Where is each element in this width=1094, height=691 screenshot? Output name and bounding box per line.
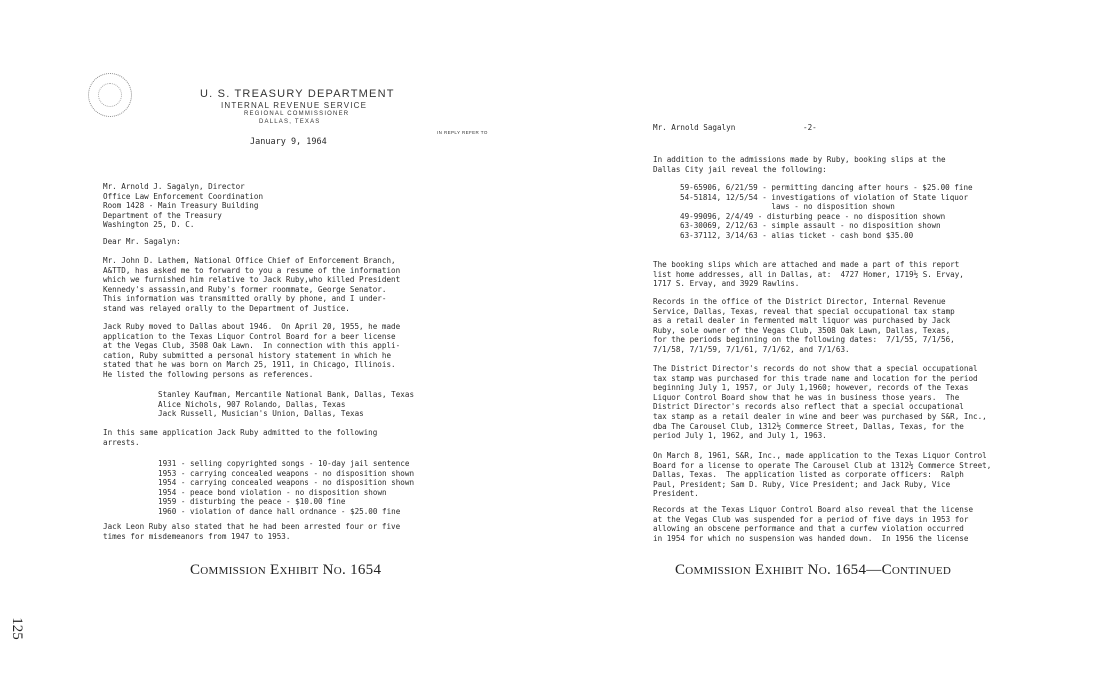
booking-list [680, 183, 973, 241]
right-paragraph-4: The District Director's records do not show that a special occupational tax stamp was purchased for this trade name and location for the period beginning July 1, 1957, or July 1,1960; however, records of the Texas Liquor Control Board show that he was in business those years. The District Director's records also reflect that a special occupational tax stamp as a retail dealer in wine and beer was purchased by S&R, Inc., dba The Carousel Club, 1312½ Commerce Street, Dallas, Texas, for the period July 1, 1962, and July 1, 1963. [653, 364, 987, 441]
right-header-page: -2- [803, 123, 817, 132]
booking-item: laws - no disposition shown [680, 202, 895, 212]
address-line: Department of the Treasury [103, 210, 222, 220]
booking-item: 63-30069, 2/12/63 - simple assault - no disposition shown [680, 221, 941, 231]
booking-item: 49-99096, 2/4/49 - disturbing peace - no disposition shown [680, 211, 946, 221]
right-paragraph-1: In addition to the admissions made by Ruby, booking slips at the Dallas City jail reveal the following: [653, 155, 946, 174]
arrest-item: 1960 - violation of dance hall ordnance - $25.00 fine [158, 506, 401, 516]
arrest-item: 1959 - disturbing the peace - $10.00 fine [158, 497, 346, 507]
left-paragraph-2: Jack Ruby moved to Dallas about 1946. On April 20, 1955, he made application to the Texas Liquor Control Board for a beer license at the Vegas Club, 3508 Oak Lawn. In connection with this appli- cation, Ruby submitted a personal history statement in which he stated that he was born on March 25, 1911, in Chicago, Illinois. He listed the following persons as references. [103, 322, 401, 379]
booking-item: 54-51814, 12/5/54 - investigations of violation of State liquor [680, 192, 969, 202]
letterhead-agency: U. S. TREASURY DEPARTMENT [200, 88, 395, 100]
address-line: Office Law Enforcement Coordination [103, 191, 264, 201]
reference-item: Alice Nichols, 907 Rolando, Dallas, Texas [158, 399, 346, 409]
reply-note: IN REPLY REFER TO [437, 130, 488, 135]
address-line: Mr. Arnold J. Sagalyn, Director [103, 182, 245, 191]
address-block [103, 182, 263, 230]
reference-item: Stanley Kaufman, Mercantile National Bank, Dallas, Texas [158, 390, 415, 399]
arrest-item: 1954 - peace bond violation - no disposition shown [158, 487, 387, 497]
letter-date: January 9, 1964 [250, 137, 327, 147]
right-paragraph-3: Records in the office of the District Director, Internal Revenue Service, Dallas, Texas, reveal that special occupational tax stamp as a retail dealer in fermented malt liquor was purchased by Jack Ruby, sole owner of the Vegas Club, 3508 Oak Lawn, Dallas, Texas, for the periods beginning on the following dates: 7/1/55, 7/1/56, 7/1/58, 7/1/59, 7/1/61, 7/1/62, and 7/1/63. [653, 297, 955, 354]
page-number: 125 [8, 617, 25, 640]
left-paragraph-1: Mr. John D. Lathem, National Office Chief of Enforcement Branch, A&TTD, has asked me to forward to you a resume of the information which we furnished him relative to Jack Ruby,who killed President Kennedy's assassin,and Ruby's former roommate, George Senator. This information was transmitted orally by phone, and I under- stand was relayed orally to the Department of Justice. [103, 256, 401, 313]
right-paragraph-6: Records at the Texas Liquor Control Board also reveal that the license at the Vegas Club was suspended for a period of five days in 1953 for allowing an obscene performance and that a curfew violation occurred in 1954 for which no suspension was handed down. In 1956 the license [653, 505, 974, 543]
treasury-seal-icon [88, 73, 132, 117]
booking-item: 59-65906, 6/21/59 - permitting dancing after hours - $25.00 fine [680, 183, 973, 192]
letterhead-city: DALLAS, TEXAS [259, 119, 321, 125]
address-line: Room 1428 - Main Treasury Building [103, 201, 259, 211]
booking-item: 63-37112, 3/14/63 - alias ticket - cash bond $35.00 [680, 230, 914, 240]
address-line: Washington 25, D. C. [103, 220, 195, 230]
letterhead-service: INTERNAL REVENUE SERVICE [221, 101, 368, 110]
salutation: Dear Mr. Sagalyn: [103, 237, 181, 246]
arrests-list [158, 459, 414, 517]
left-caption: Commission Exhibit No. 1654 [190, 562, 382, 578]
right-caption: Commission Exhibit No. 1654—Continued [675, 562, 952, 578]
left-paragraph-4: Jack Leon Ruby also stated that he had been arrested four or five times for misdemeanors from 1947 to 1953. [103, 522, 401, 541]
references-list [158, 390, 414, 419]
arrest-item: 1953 - carrying concealed weapons - no disposition shown [158, 468, 415, 478]
right-header-name: Mr. Arnold Sagalyn [653, 123, 736, 132]
right-paragraph-2: The booking slips which are attached and made a part of this report list home addresses, all in Dallas, at: 4727 Homer, 1719½ S. Ervay, 1717 S. Ervay, and 3929 Rawlins. [653, 260, 964, 289]
arrest-item: 1931 - selling copyrighted songs - 10-day jail sentence [158, 459, 410, 468]
left-paragraph-3: In this same application Jack Ruby admitted to the following arrests. [103, 428, 378, 447]
right-paragraph-5: On March 8, 1961, S&R, Inc., made application to the Texas Liquor Control Board for a license to operate The Carousel Club at 1312½ Commerce Street, Dallas, Texas. The application listed as corporate officers: Ralph Paul, President; Sam D. Ruby, Vice President; and Jack Ruby, Vice President. [653, 451, 992, 499]
arrest-item: 1954 - carrying concealed weapons - no disposition shown [158, 478, 415, 488]
reference-item: Jack Russell, Musician's Union, Dallas, Texas [158, 409, 364, 419]
letterhead-office: REGIONAL COMMISSIONER [244, 111, 350, 117]
right-page [547, 0, 1094, 691]
